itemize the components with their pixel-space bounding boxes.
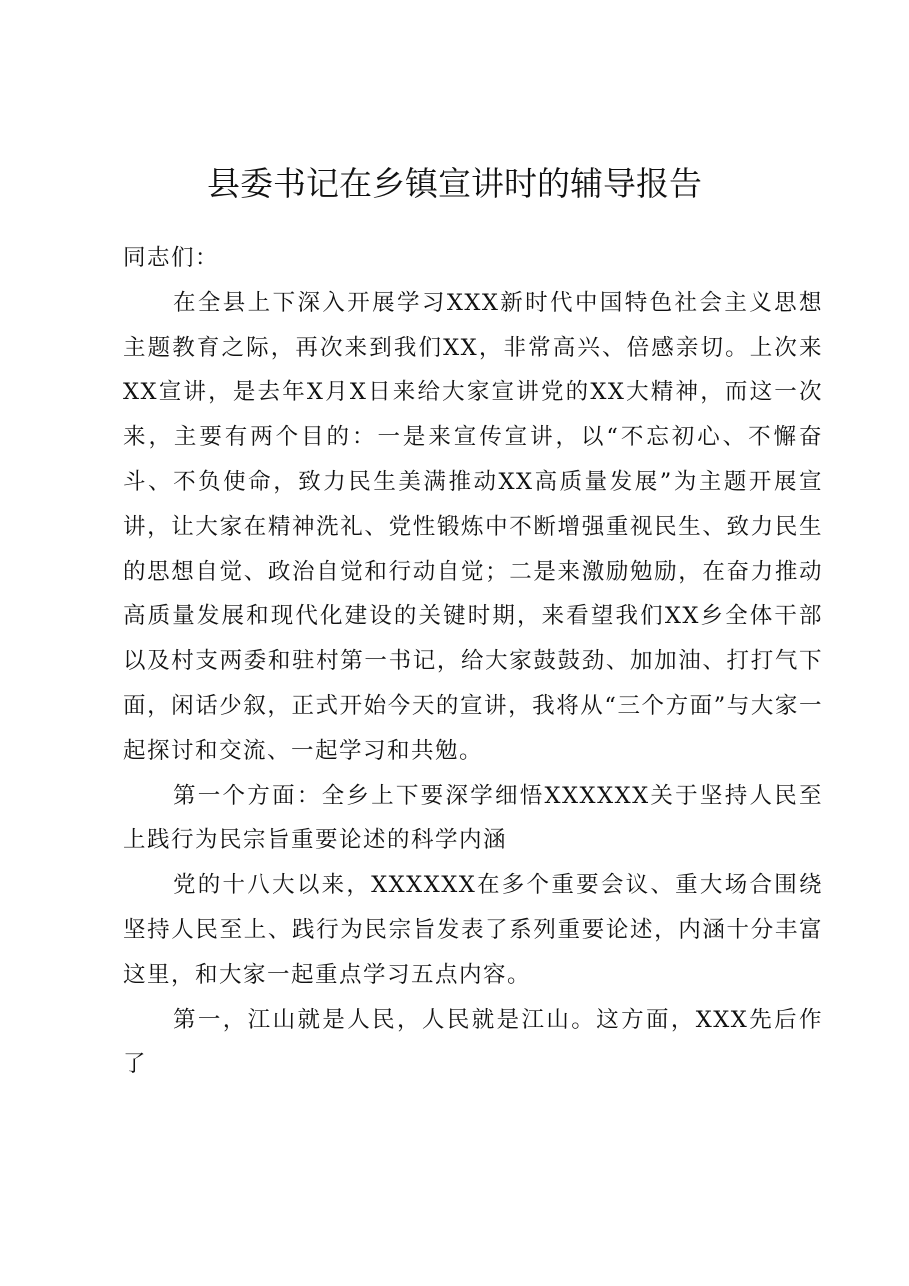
salutation: 同志们： bbox=[123, 245, 220, 271]
document-title: 县委书记在乡镇宣讲时的辅导报告 bbox=[207, 164, 702, 203]
section-heading-1: 第一个方面：全乡上下要深学细悟XXXXXX关于坚持人民至上践行为民宗旨重要论述的科学内涵 bbox=[123, 782, 823, 854]
document-body bbox=[123, 236, 823, 1087]
paragraph-section-1: 党的十八大以来，XXXXXX在多个重要会议、重大场合围绕坚持人民至上、践行为民宗旨发表了系列重要论述，内涵十分丰富这里，和大家一起重点学习五点内容。 bbox=[123, 872, 823, 988]
paragraph-point-1: 第一，江山就是人民，人民就是江山。这方面，XXX先后作了 bbox=[123, 1006, 823, 1078]
paragraph-intro: 在全县上下深入开展学习XXX新时代中国特色社会主义思想主题教育之际，再次来到我们XX，非常高兴、倍感亲切。上次来XX宣讲，是去年X月X日来给大家宣讲党的XX大精神，而这一次来，主要有两个目的：一是来宣传宣讲，以“不忘初心、不懈奋斗、不负使命，致力民生美满推动XX高质量发展”为主题开展宣讲，让大家在精神洗礼、党性锻炼中不断增强重视民生、致力民生的思想自觉、政治自觉和行动自觉；二是来激励勉励，在奋力推动高质量发展和现代化建设的关键时期，来看望我们XX乡全体干部以及村支两委和驻村第一书记，给大家鼓鼓劲、加加油、打打气下面，闲话少叙，正式开始今天的宣讲，我将从“三个方面”与大家一起探讨和交流、一起学习和共勉。 bbox=[123, 289, 823, 764]
